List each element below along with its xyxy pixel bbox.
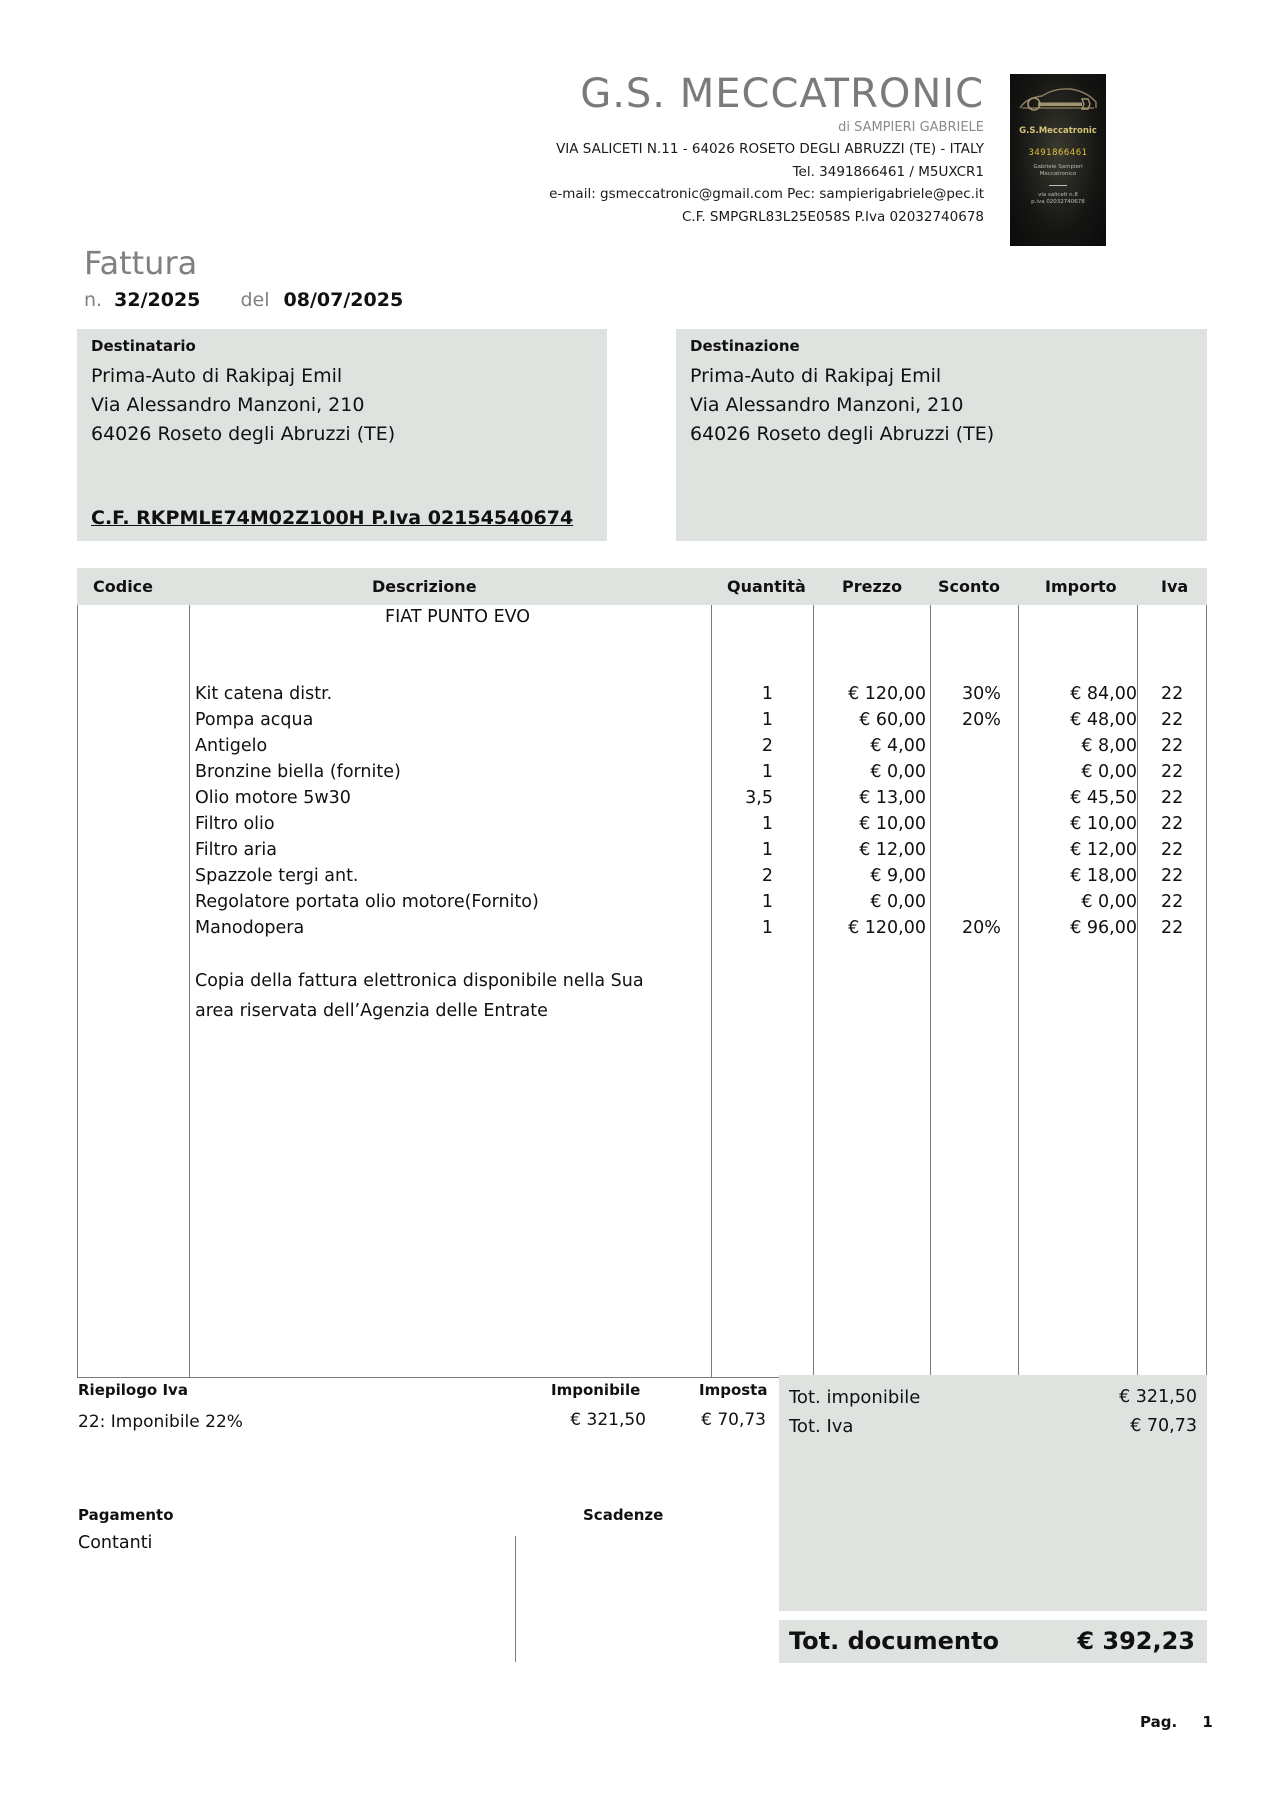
item-amount: € 8,00: [1081, 736, 1137, 756]
item-vat: 22: [1161, 710, 1184, 730]
item-description: Antigelo: [195, 736, 268, 756]
table-row: [0, 814, 1280, 840]
item-discount: 20%: [962, 918, 1001, 938]
logo-address: [1010, 192, 1106, 207]
recipient-tax-ids: C.F. RKPMLE74M02Z100H P.Iva 02154540674: [91, 507, 574, 529]
item-vat: 22: [1161, 840, 1184, 860]
company-tax-ids: C.F. SMPGRL83L25E058S P.Iva 02032740678: [682, 208, 984, 225]
destination-label: Destinazione: [690, 337, 800, 355]
item-vat: 22: [1161, 736, 1184, 756]
company-logo-card: [1010, 74, 1106, 246]
table-row: [0, 866, 1280, 892]
header-code: Codice: [93, 577, 154, 596]
table-row: [0, 684, 1280, 710]
table-row: [0, 892, 1280, 918]
note-line-2: area riservata dell’Agenzia delle Entrate: [195, 1001, 548, 1021]
page-label: Pag.: [1140, 1713, 1178, 1731]
car-wrench-icon: [1016, 84, 1100, 118]
item-quantity: 2: [761, 736, 773, 756]
logo-phone: 3491866461: [1028, 148, 1088, 158]
page-number: 1: [1202, 1713, 1213, 1731]
company-address: VIA SALICETI N.11 - 64026 ROSETO DEGLI ABRUZZI (TE) - ITALY: [556, 141, 984, 157]
item-vat: 22: [1161, 788, 1184, 808]
header-quantity: Quantità: [727, 577, 806, 596]
document-title: Fattura: [84, 244, 198, 282]
item-description: Manodopera: [195, 918, 305, 938]
total-taxable-value: € 321,50: [1119, 1387, 1197, 1407]
item-vat: 22: [1161, 866, 1184, 886]
table-row: [0, 736, 1280, 762]
item-vat: 22: [1161, 762, 1184, 782]
company-name: G.S. MECCATRONIC: [580, 71, 984, 117]
item-price: € 60,00: [859, 710, 926, 730]
item-quantity: 1: [761, 684, 773, 704]
item-description: Kit catena distr.: [195, 684, 333, 704]
item-description: Pompa acqua: [195, 710, 314, 730]
recipient-street: Via Alessandro Manzoni, 210: [91, 394, 365, 416]
item-amount: € 48,00: [1070, 710, 1137, 730]
vat-summary-tax-header: Imposta: [699, 1381, 768, 1399]
recipient-name: Prima-Auto di Rakipaj Emil: [91, 365, 343, 387]
item-amount: € 10,00: [1070, 814, 1137, 834]
item-price: € 0,00: [870, 892, 926, 912]
grand-total-label: Tot. documento: [789, 1627, 999, 1655]
item-amount: € 18,00: [1070, 866, 1137, 886]
table-row: [0, 710, 1280, 736]
company-owner: di SAMPIERI GABRIELE: [838, 120, 984, 135]
recipient-label: Destinatario: [91, 337, 196, 355]
vat-summary-taxable-header: Imponibile: [551, 1381, 641, 1399]
invoice-date: 08/07/2025: [283, 289, 404, 311]
item-price: € 4,00: [870, 736, 926, 756]
company-phone: Tel. 3491866461 / M5UXCR1: [792, 163, 984, 180]
payment-title: Pagamento: [78, 1506, 174, 1524]
item-vat: 22: [1161, 814, 1184, 834]
item-vat: 22: [1161, 918, 1184, 938]
item-description: Bronzine biella (fornite): [195, 762, 401, 782]
vat-rate-taxable: € 321,50: [570, 1410, 646, 1430]
logo-brand: G.S.Meccatronic: [1019, 126, 1097, 136]
item-vat: 22: [1161, 892, 1184, 912]
company-header: [549, 71, 984, 225]
item-amount: € 0,00: [1081, 762, 1137, 782]
logo-owner-name: Gabriele Sampieri: [1033, 164, 1083, 170]
item-description: Spazzole tergi ant.: [195, 866, 359, 886]
logo-owner: [1010, 164, 1106, 179]
payment-method: Contanti: [78, 1533, 153, 1553]
item-quantity: 3,5: [745, 788, 773, 808]
item-price: € 0,00: [870, 762, 926, 782]
logo-owner-role: Meccatronico: [1039, 171, 1077, 178]
invoice-number: 32/2025: [114, 289, 201, 311]
item-amount: € 45,50: [1070, 788, 1137, 808]
logo-address-street: via saliceti n.8: [1038, 191, 1078, 198]
payment-divider: [515, 1536, 516, 1662]
company-emails: e-mail: gsmeccatronic@gmail.com Pec: sampierigabriele@pec.it: [549, 186, 984, 202]
item-price: € 120,00: [848, 918, 926, 938]
destination-street: Via Alessandro Manzoni, 210: [690, 394, 964, 416]
header-price: Prezzo: [842, 577, 903, 596]
total-vat-value: € 70,73: [1130, 1416, 1197, 1436]
item-price: € 120,00: [848, 684, 926, 704]
item-price: € 10,00: [859, 814, 926, 834]
item-description: Filtro aria: [195, 840, 277, 860]
header-discount: Sconto: [938, 577, 1001, 596]
item-price: € 9,00: [870, 866, 926, 886]
document-number-line: [84, 289, 403, 311]
item-description: Filtro olio: [195, 814, 275, 834]
item-amount: € 84,00: [1070, 684, 1137, 704]
total-vat-label: Tot. Iva: [789, 1416, 854, 1437]
item-quantity: 1: [761, 814, 773, 834]
item-description: Regolatore portata olio motore(Fornito): [195, 892, 539, 912]
header-amount: Importo: [1045, 577, 1117, 596]
table-row: [0, 840, 1280, 866]
destination-name: Prima-Auto di Rakipaj Emil: [690, 365, 942, 387]
header-vat: Iva: [1161, 577, 1189, 596]
item-quantity: 2: [761, 866, 773, 886]
vehicle-model: FIAT PUNTO EVO: [385, 607, 531, 627]
e-invoice-note: [195, 966, 644, 1026]
item-discount: 30%: [962, 684, 1001, 704]
recipient-box: [77, 329, 607, 541]
item-quantity: 1: [761, 840, 773, 860]
table-row: [0, 788, 1280, 814]
vat-summary-title: Riepilogo Iva: [78, 1381, 188, 1399]
items-table-header: [77, 568, 1207, 605]
page-indicator: [1140, 1713, 1213, 1731]
grand-total-value: € 392,23: [1077, 1627, 1195, 1655]
note-line-1: Copia della fattura elettronica disponibile nella Sua: [195, 971, 644, 991]
recipient-city: 64026 Roseto degli Abruzzi (TE): [91, 423, 396, 445]
number-label: n.: [84, 289, 103, 311]
table-row: [0, 918, 1280, 944]
destination-city: 64026 Roseto degli Abruzzi (TE): [690, 423, 995, 445]
destination-box: [676, 329, 1207, 541]
item-vat: 22: [1161, 684, 1184, 704]
item-quantity: 1: [761, 710, 773, 730]
item-description: Olio motore 5w30: [195, 788, 351, 808]
item-quantity: 1: [761, 892, 773, 912]
item-price: € 12,00: [859, 840, 926, 860]
vat-rate-label: 22: Imponibile 22%: [78, 1412, 243, 1432]
vat-rate-tax: € 70,73: [701, 1410, 766, 1430]
item-amount: € 0,00: [1081, 892, 1137, 912]
item-discount: 20%: [962, 710, 1001, 730]
due-dates-title: Scadenze: [583, 1506, 664, 1524]
header-description: Descrizione: [372, 577, 477, 596]
item-price: € 13,00: [859, 788, 926, 808]
item-quantity: 1: [761, 918, 773, 938]
total-taxable-label: Tot. imponibile: [789, 1387, 921, 1408]
table-row: [0, 762, 1280, 788]
item-amount: € 12,00: [1070, 840, 1137, 860]
date-label: del: [240, 289, 270, 311]
grand-total-box: [779, 1620, 1207, 1663]
totals-box: [779, 1375, 1207, 1611]
logo-divider: [1049, 185, 1067, 186]
item-amount: € 96,00: [1070, 918, 1137, 938]
item-quantity: 1: [761, 762, 773, 782]
logo-address-vat: p.iva 02032740678: [1031, 199, 1085, 206]
